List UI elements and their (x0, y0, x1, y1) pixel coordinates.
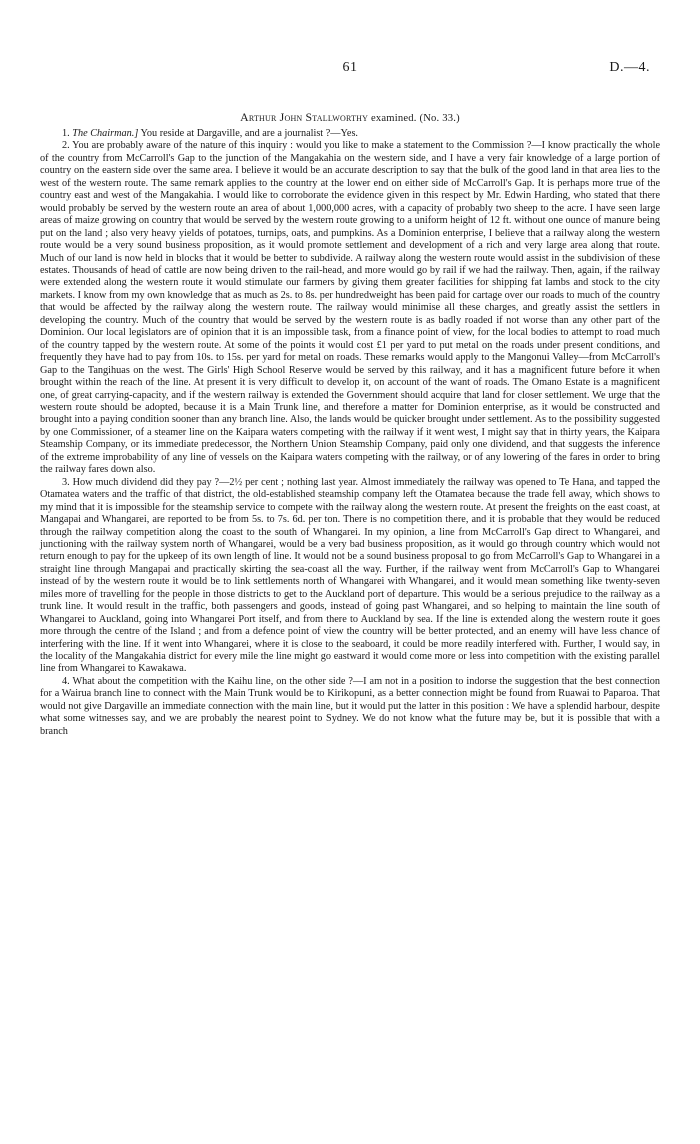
paragraph-1 (40, 128, 660, 140)
testimony-body (40, 128, 660, 738)
paragraph-1-speaker: The Chairman.] (72, 128, 139, 139)
paragraph-2: 2. You are probably aware of the nature of this inquiry : would you like to make a statement to the Commission ?—I know practically the whole of the country from McCarroll's Gap to the junction of the Mangakahia on the western side, and I have a very fair knowledge of a large portion of country on the eastern side over the same area. I believe it would be an accurate description to say that the bulk of the good land in that area lies to the west of the western route. The same remark applies to the country at the lower end on either side of McCarroll's Gap. It is perhaps more true of the country east and west of the Mangakahia. I would like to corroborate the evidence given in this respect by Mr. Edwin Harding, who stated that there would probably be served by the western route an area of about 1,000,000 acres, with a capacity of probably two sheep to the acre. I have seen large areas of maize growing on country that would be served by the western route growing to a uniform height of 12 ft. without one ounce of manure being put on the land ; also very heavy yields of potatoes, turnips, oats, and pumpkins. As a Dominion enterprise, I believe that a railway along the western route would be a very sound business proposition, as it would promote settlement and development of a rich and very large area along that route. Much of our land is now held in blocks that it would be better to subdivide. A railway along the western route would assist in the subdivision of these estates. Thousands of head of cattle are now being driven to the rail-head, and more would go by rail if we had the railway. Then, again, if the railway were extended along the western route it would stimulate our farmers by giving them greater facilities for shipping fat lambs and stock to the city markets. I know from my own knowledge that as much as 2s. to 8s. per hundredweight has been paid for cartage over our roads to much of the country that would be affected by the railway along the western route. The railway would minimise all these charges, and greatly assist the settlers in developing the country. Much of the country that would be served by the western route is as badly roaded if not worse than any other part of the Dominion. Our local legislators are of opinion that it is an impossible task, from a finance point of view, for the local bodies to attempt to road much of the country tapped by the western route. At some of the points it would cost £1 per yard to put metal on the roads under present conditions, and frequently they have had to pay from 10s. to 15s. per yard for metal on roads. These remarks would apply to the Mangonui Valley—from McCarroll's Gap to the Tangihuas on the west. The Girls' High School Reserve would be served by this railway, and it has a magnificent future before it when brought within the reach of the line. At present it is very difficult to develop it, on account of the want of roads. The Omano Estate is a magnificent one, of great carrying-capacity, and if the western railway is extended the Government should acquire that land for closer settlement. We urge that the western route should be adopted, because it is a Main Trunk line, and therefore a matter for Dominion enterprise, as it would be constructed and brought into a paying condition sooner than any branch line. Also, the lands would be quicker brought under settlement. As to the possibility suggested by one Commissioner, of a steamer line on the Kaipara waters competing with the railway if it went west, I might say that in thirty years, the Kaipara Steamship Company, or its immediate predecessor, the Northern Union Steamship Company, paid only one dividend, and that suggests the inference of the extreme improbability of any line of vessels on the Kaipara waters competing with the railway, or of any lowering of the fares in order to bring the railway fares down also. (40, 140, 660, 476)
witness-name: Arthur John Stallworthy (240, 110, 369, 124)
document-reference: D.—4. (609, 60, 650, 75)
paragraph-1-lead: 1. (62, 128, 73, 139)
paragraph-1-text: You reside at Dargaville, and are a journalist ?—Yes. (138, 128, 358, 139)
witness-heading-rest: examined. (No. 33.) (371, 113, 460, 124)
paragraph-3: 3. How much dividend did they pay ?—2½ per cent ; nothing last year. Almost immediately the railway was opened to Te Hana, and tapped the Otamatea waters and the traffic of that district, the old-established steamship company left the Otamatea because the trade fell away, which shows to my mind that it is impossible for the steamship service to compete with the railway along the western route. At present the freights on the east coast, at Mangapai and Whangarei, are reported to be from 5s. to 7s. 6d. per ton. There is no competition there, and it is probable that they would be reduced through the railway competition along the coast to the south of Whangarei. In my opinion, a line from McCarroll's Gap direct to Whangarei, and junctioning with the railway system north of Whangarei, would be a very bad business proposition, as it would go through country which would not return enough to pay for the upkeep of its own length of line. It would not be a sound business proposal to go from McCarroll's Gap to Whangarei in a straight line through Mangapai and practically skirting the sea-coast all the way. Further, if the railway went from McCarroll's Gap to Whangarei instead of by the western route it would be to link settlements north of Whangarei with Whangarei, and it would mean something like twenty-seven miles more of travelling for the people in those districts to get to the Auckland port of departure. This would be a serious prejudice to the railway as a trunk line. It would result in the traffic, both passengers and goods, instead of going past Whangarei, and so helping to maintain the line south of Whangarei to Auckland, going into Whangarei Port itself, and from there to Auckland by sea. If the line is extended along the western route it goes more through the centre of the Island ; and from a defence point of view the country will be better protected, and an enemy will have less chance of interfering with the line. If it went into Whangarei, where it is close to the seaboard, it could be more readily interfered with. Further, I would say, in the locality of the Mangakahia district for every mile the line might go eastward it would come more or less into competition with the existing parallel line from Whangarei to Kawakawa. (40, 476, 660, 675)
page-number: 61 (342, 60, 358, 75)
paragraph-4: 4. What about the competition with the Kaihu line, on the other side ?—I am not in a position to indorse the suggestion that the best connection for a Wairua branch line to connect with the Main Trunk would be to Kirikopuni, as a better connection might be found from Ruawai to Paparoa. That would not give Dargaville an immediate connection with the main line, but it would put the latter in this position : We have a splendid harbour, despite what some witnesses say, and we are probably the nearest point to Sydney. We do not know what the future may be, but it is possible that with a branch (40, 675, 660, 737)
witness-heading (0, 110, 700, 125)
